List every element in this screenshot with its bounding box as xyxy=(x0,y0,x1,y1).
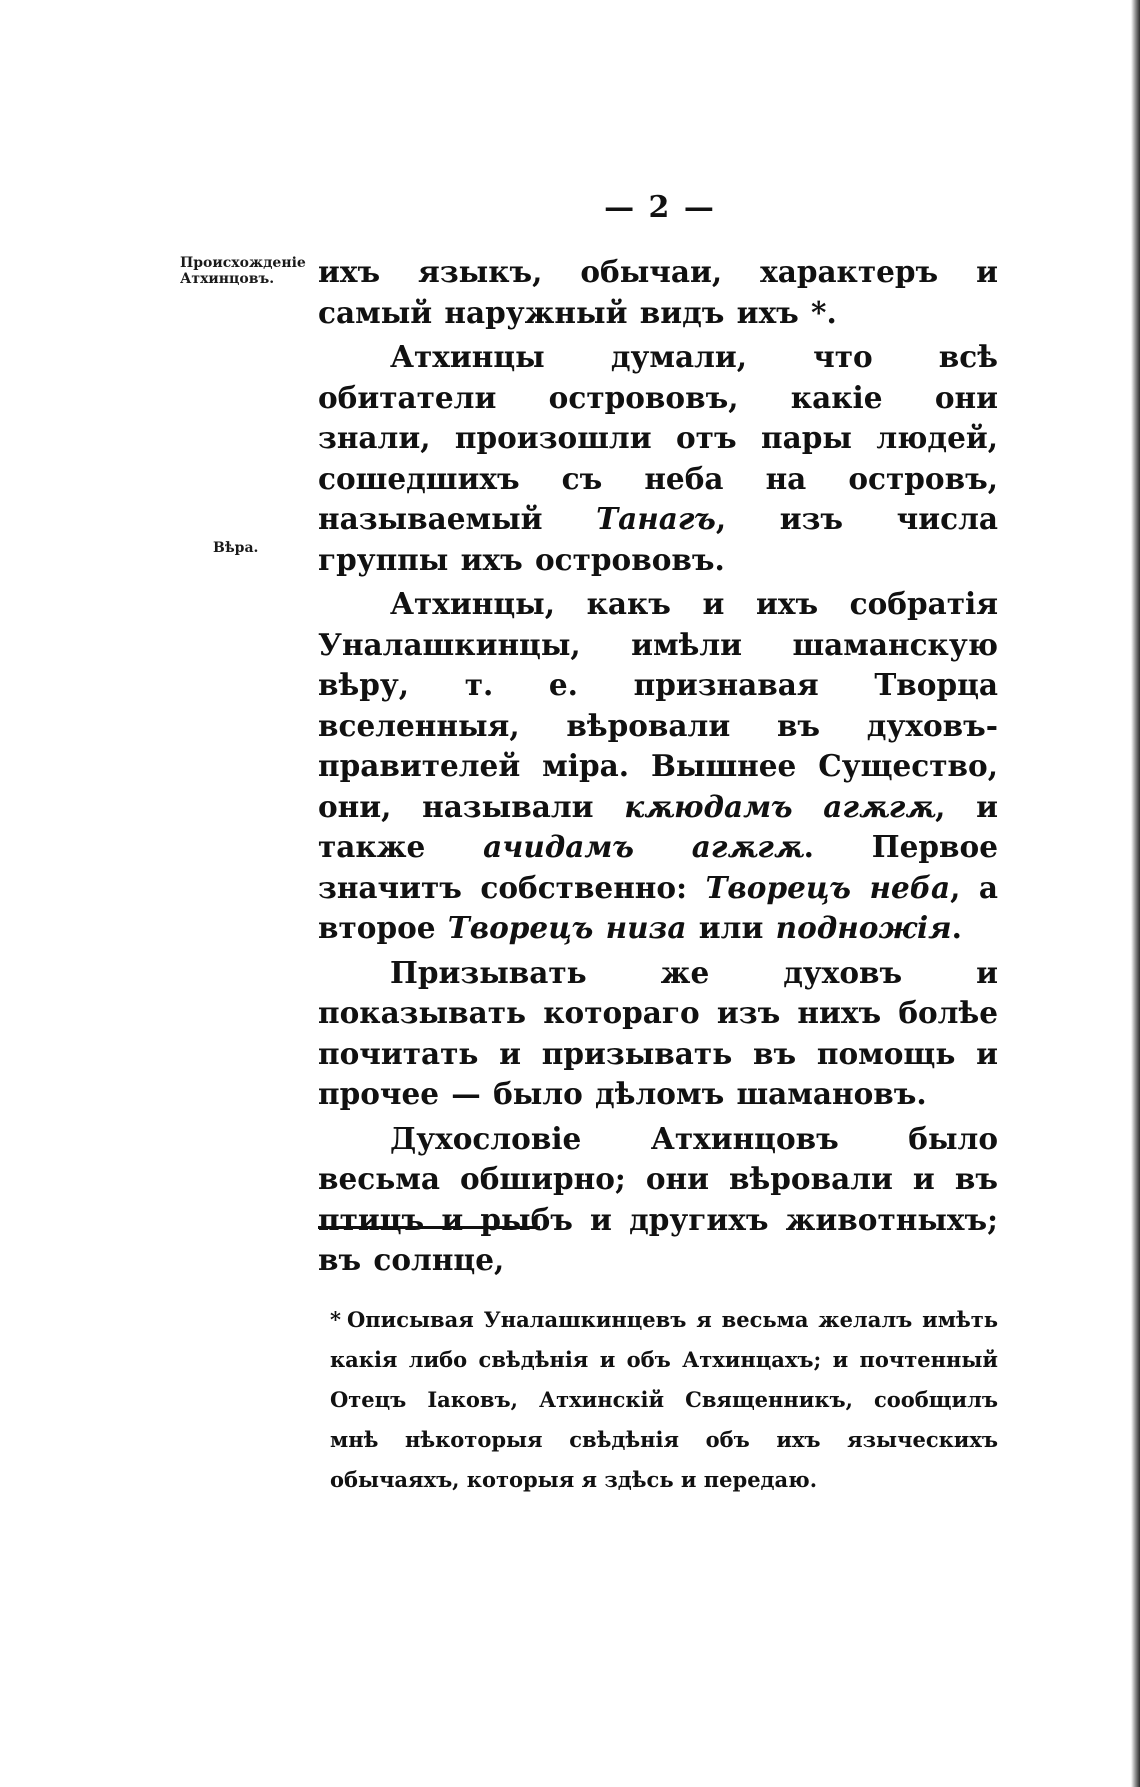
paragraph xyxy=(318,1119,998,1281)
text-run: Духословіе Атхинцовъ было весьма обширно; они вѣровали и въ птицъ и рыбъ и другихъ животныхъ; въ солнце, xyxy=(318,1120,998,1277)
paragraph xyxy=(318,252,998,333)
italic-term: подножія xyxy=(775,910,952,945)
page-number: — 2 — xyxy=(604,190,716,225)
footnote-rule xyxy=(318,1226,540,1229)
italic-term: Танагъ xyxy=(596,501,716,536)
text-run: Атхинцы думали, что всѣ обитатели острововъ, какіе они знали, произошли отъ пары людей, сошедшихъ съ неба на островъ, называемый xyxy=(318,339,998,536)
footnote xyxy=(330,1300,998,1500)
text-run: или xyxy=(686,910,776,945)
text-run: , а второе xyxy=(318,869,999,945)
main-text xyxy=(318,252,998,1281)
margin-note-origin: Происхожденіе Атхинцовъ. xyxy=(180,255,306,287)
paragraph xyxy=(318,953,998,1115)
paragraph xyxy=(318,584,998,949)
italic-term: кѫюдамъ агѫгѫ xyxy=(624,788,936,824)
footnote-mark: * xyxy=(330,1307,341,1332)
text-run: Атхинцы, какъ и ихъ собратія Уналашкинцы, имѣли шаманскую вѣру, т. е. признавая Творца вселенныя, вѣровали въ духовъ-правителей міра. Вышнее Существо, они, называли xyxy=(318,586,998,824)
margin-note-faith: Вѣра. xyxy=(213,540,259,556)
scan-edge xyxy=(1131,0,1140,1787)
footnote-text: Описывая Уналашкинцевъ я весьма желалъ имѣть какія либо свѣдѣнія и объ Атхинцахъ; и почтенный Отецъ Іаковъ, Атхинскій Священникъ, сообщилъ мнѣ нѣкоторыя свѣдѣнія объ ихъ языческихъ обычаяхъ, которыя я здѣсь и передаю. xyxy=(330,1307,998,1492)
paragraph xyxy=(318,337,998,580)
text-run: , изъ числа группы ихъ острововъ. xyxy=(318,501,998,577)
text-run: Призывать же духовъ и показывать котораго изъ нихъ болѣе почитать и призывать въ помощь и прочее — было дѣломъ шамановъ. xyxy=(318,954,998,1111)
italic-term: Творецъ низа xyxy=(447,910,687,945)
text-run: . Первое значитъ собственно: xyxy=(318,829,998,905)
italic-term: ачидамъ агѫгѫ xyxy=(483,829,804,864)
text-run: , и также xyxy=(318,788,999,864)
italic-term: Творецъ неба xyxy=(705,869,951,905)
text-run: . xyxy=(951,910,962,945)
text-run: ихъ языкъ, обычаи, характеръ и самый наружный видъ ихъ *. xyxy=(318,254,998,330)
